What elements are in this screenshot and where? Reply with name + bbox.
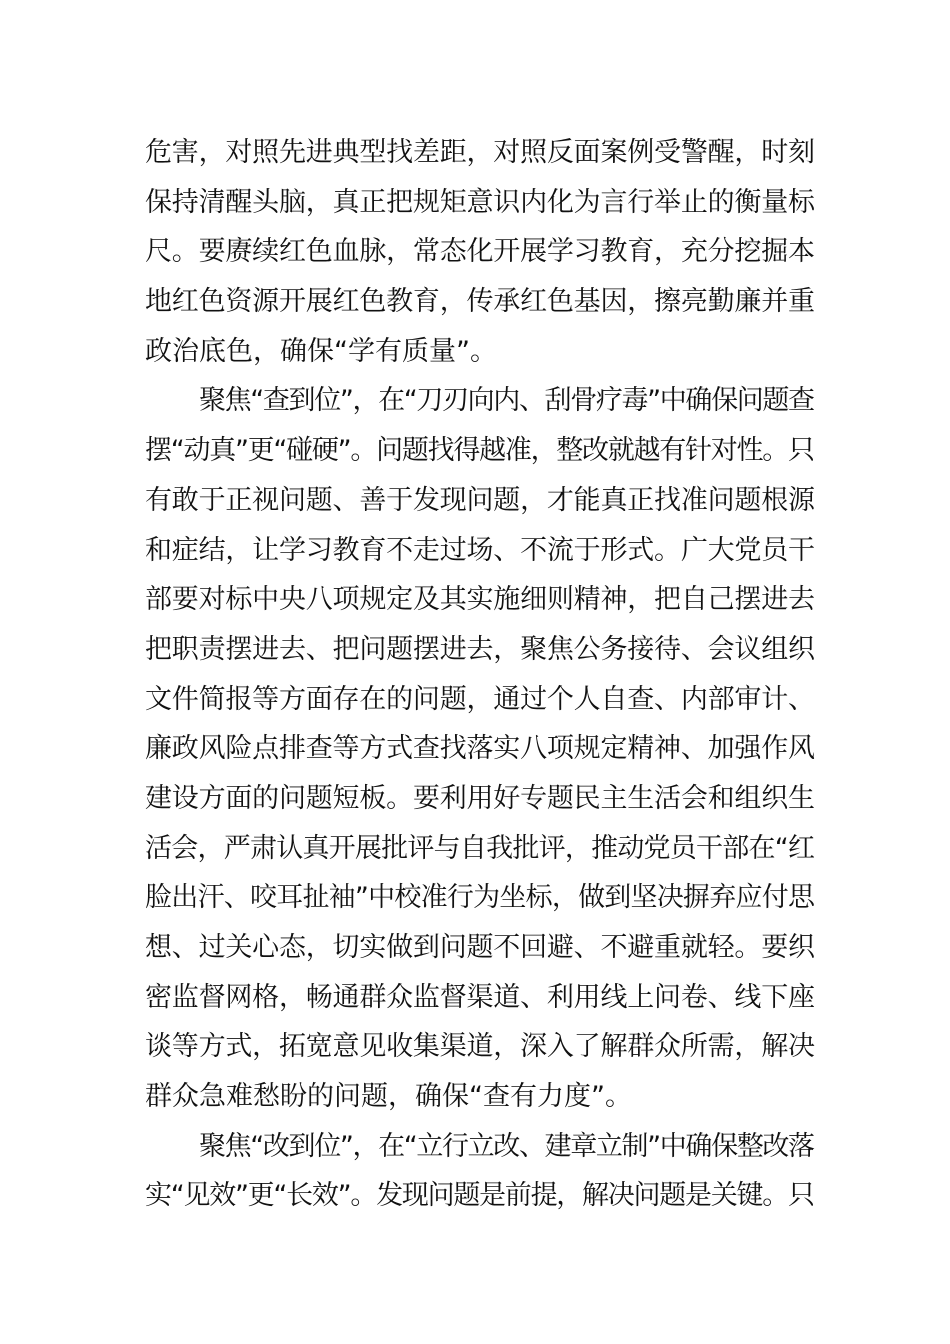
- text-line: 聚焦“查到位”，在“刀刃向内、刮骨疗毒”中确保问题查: [199, 385, 814, 417]
- text-line: 摆“动真”更“碰硬”。问题找得越准，整改就越有针对性。只: [145, 435, 814, 467]
- text-line: 把职责摆进去、把问题摆进去，聚焦公务接待、会议组织: [145, 633, 815, 665]
- text-line: 部要对标中央八项规定及其实施细则精神，把自己摆进去: [145, 584, 815, 616]
- text-line: 实“见效”更“长效”。发现问题是前提，解决问题是关键。只: [145, 1180, 814, 1212]
- text-line: 文件简报等方面存在的问题，通过个人自查、内部审计、: [145, 683, 815, 715]
- text-line: 危害，对照先进典型找差距，对照反面案例受警醒，时刻: [145, 137, 815, 168]
- text-line: 保持清醒头脑，真正把规矩意识内化为言行举止的衡量标: [145, 186, 815, 218]
- text-line: 谈等方式，拓宽意见收集渠道，深入了解群众所需，解决: [145, 1031, 815, 1063]
- text-line: 群众急难愁盼的问题，确保“查有力度”。: [145, 1081, 632, 1113]
- text-line: 密监督网格，畅通群众监督渠道、利用线上问卷、线下座: [145, 981, 815, 1013]
- text-line: 建设方面的问题短板。要利用好专题民主生活会和组织生: [145, 782, 815, 814]
- body-text: [145, 128, 815, 1221]
- text-line: 活会，严肃认真开展批评与自我批评，推动党员干部在“红: [145, 832, 815, 864]
- text-line: 聚焦“改到位”，在“立行立改、建章立制”中确保整改落: [199, 1130, 814, 1162]
- text-line: 想、过关心态，切实做到问题不回避、不避重就轻。要织: [145, 932, 815, 963]
- text-line: 地红色资源开展红色教育，传承红色基因，擦亮勤廉并重: [145, 286, 815, 318]
- text-line: 和症结，让学习教育不走过场、不流于形式。广大党员干: [145, 534, 815, 566]
- text-line: 脸出汗、咬耳扯袖”中校准行为坐标，做到坚决摒弃应付思: [145, 882, 815, 914]
- text-line: 廉政风险点排查等方式查找落实八项规定精神、加强作风: [145, 733, 815, 765]
- text-line: 有敢于正视问题、善于发现问题，才能真正找准问题根源: [145, 484, 815, 516]
- text-line: 政治底色，确保“学有质量”。: [145, 335, 497, 367]
- text-line: 尺。要赓续红色血脉，常态化开展学习教育，充分挖掘本: [145, 236, 815, 268]
